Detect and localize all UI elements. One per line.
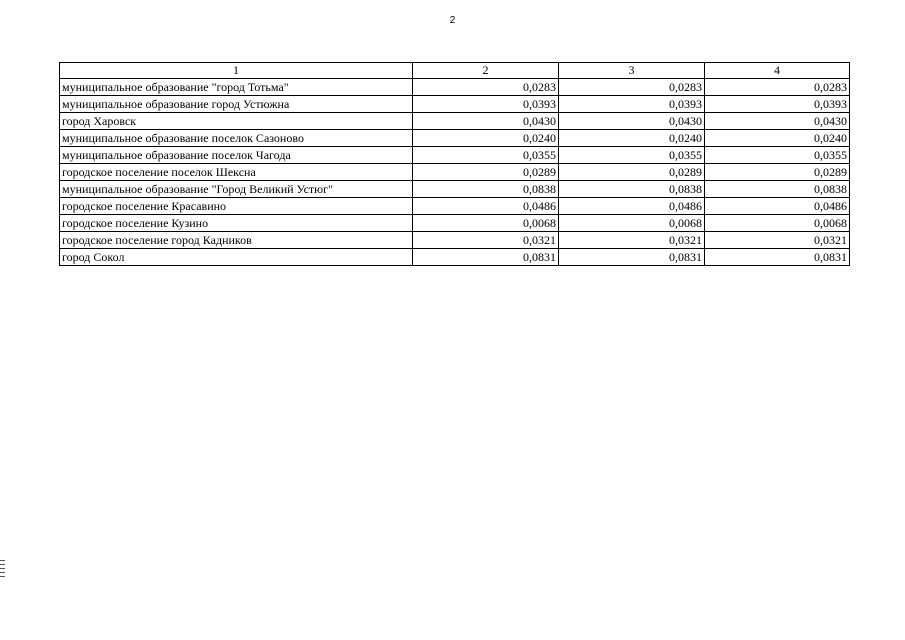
table-cell-value: 0,0831 (559, 249, 705, 266)
table-row (60, 79, 850, 96)
data-table (59, 62, 850, 266)
table-row (60, 232, 850, 249)
table-cell-value: 0,0068 (559, 215, 705, 232)
municipality-name: муниципальное образование "город Тотьма" (60, 79, 413, 96)
table-cell-value: 0,0430 (705, 113, 850, 130)
table-cell-value: 0,0430 (559, 113, 705, 130)
table-cell-value: 0,0283 (559, 79, 705, 96)
table-cell-value: 0,0068 (705, 215, 850, 232)
margin-mark (0, 568, 5, 569)
table-cell-value: 0,0321 (413, 232, 559, 249)
table-row (60, 96, 850, 113)
table-cell-value: 0,0355 (413, 147, 559, 164)
table-cell-value: 0,0393 (705, 96, 850, 113)
table-cell-value: 0,0486 (413, 198, 559, 215)
municipality-name: муниципальное образование поселок Сазоново (60, 130, 413, 147)
municipality-name: город Харовск (60, 113, 413, 130)
table-cell-value: 0,0486 (705, 198, 850, 215)
table-cell-value: 0,0321 (705, 232, 850, 249)
column-header: 3 (559, 63, 705, 79)
table-row (60, 130, 850, 147)
table-cell-value: 0,0430 (413, 113, 559, 130)
table-cell-value: 0,0838 (705, 181, 850, 198)
table-cell-value: 0,0321 (559, 232, 705, 249)
table-cell-value: 0,0393 (413, 96, 559, 113)
table-cell-value: 0,0393 (559, 96, 705, 113)
margin-marks (0, 560, 6, 580)
table-cell-value: 0,0289 (413, 164, 559, 181)
table-cell-value: 0,0068 (413, 215, 559, 232)
municipality-name: город Сокол (60, 249, 413, 266)
table-row (60, 198, 850, 215)
table-cell-value: 0,0283 (413, 79, 559, 96)
margin-mark (0, 572, 5, 573)
column-header: 2 (413, 63, 559, 79)
table-cell-value: 0,0240 (705, 130, 850, 147)
table-cell-value: 0,0838 (559, 181, 705, 198)
municipality-name: городское поселение город Кадников (60, 232, 413, 249)
column-header: 4 (705, 63, 850, 79)
column-header: 1 (60, 63, 413, 79)
table-cell-value: 0,0289 (559, 164, 705, 181)
table-cell-value: 0,0831 (705, 249, 850, 266)
table-cell-value: 0,0486 (559, 198, 705, 215)
municipality-name: городское поселение Красавино (60, 198, 413, 215)
page-number: 2 (449, 15, 456, 26)
table-cell-value: 0,0838 (413, 181, 559, 198)
table-cell-value: 0,0289 (705, 164, 850, 181)
table-cell-value: 0,0355 (705, 147, 850, 164)
table-row (60, 215, 850, 232)
municipality-name: муниципальное образование "Город Великий Устюг" (60, 181, 413, 198)
table-row (60, 164, 850, 181)
table-cell-value: 0,0831 (413, 249, 559, 266)
table-row (60, 249, 850, 266)
margin-mark (0, 564, 5, 565)
municipality-name: городское поселение поселок Шексна (60, 164, 413, 181)
municipality-name: муниципальное образование поселок Чагода (60, 147, 413, 164)
table-cell-value: 0,0240 (559, 130, 705, 147)
municipality-name: муниципальное образование город Устюжна (60, 96, 413, 113)
table-row (60, 181, 850, 198)
table-header-row (60, 63, 850, 79)
municipality-name: городское поселение Кузино (60, 215, 413, 232)
margin-mark (0, 560, 5, 561)
table-row (60, 147, 850, 164)
table-cell-value: 0,0355 (559, 147, 705, 164)
table-cell-value: 0,0240 (413, 130, 559, 147)
table-cell-value: 0,0283 (705, 79, 850, 96)
margin-mark (0, 576, 5, 577)
table-row (60, 113, 850, 130)
